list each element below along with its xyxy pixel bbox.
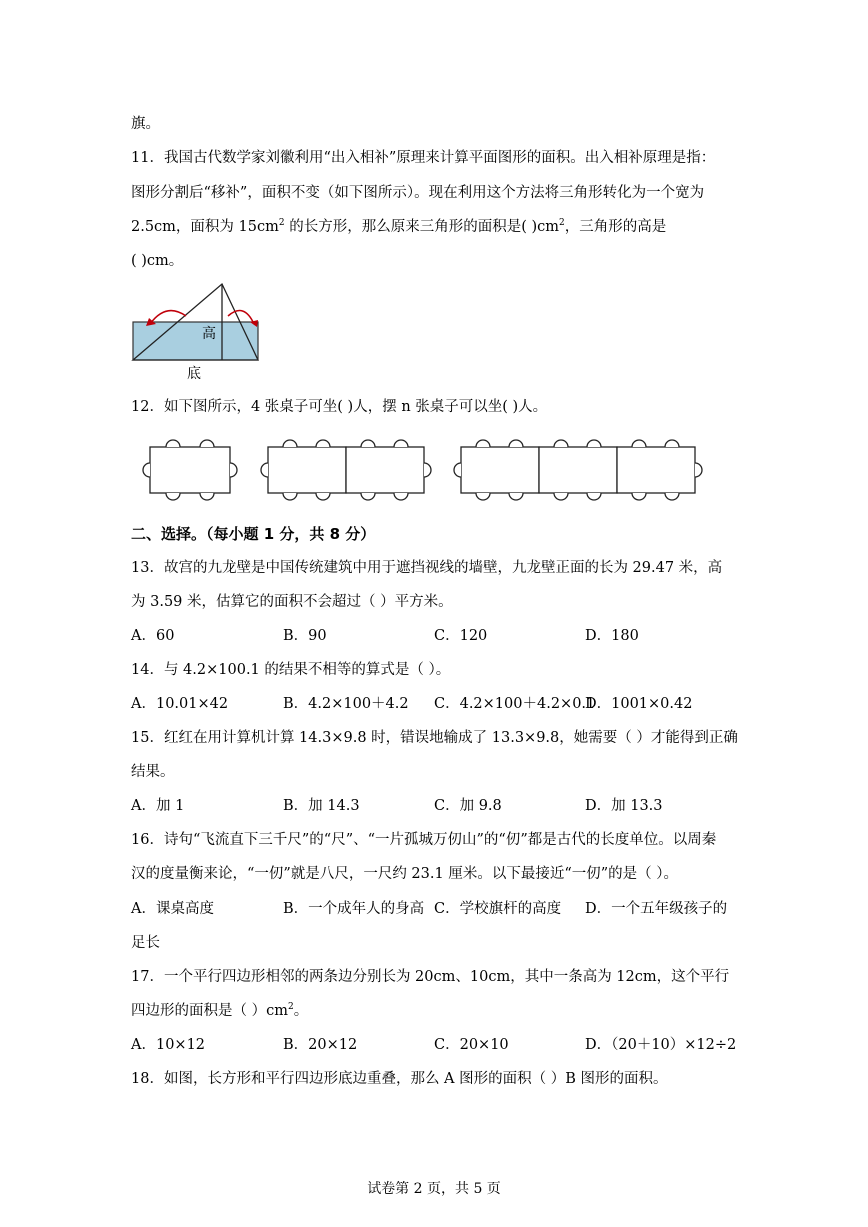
option-c: C．120 — [434, 628, 488, 644]
table-shape — [617, 447, 695, 493]
option-b: B．加 14.3 — [283, 798, 360, 814]
option-d: D．一个五年级孩子的 — [585, 901, 728, 917]
table-shape — [539, 447, 617, 493]
chair-shape — [554, 440, 568, 447]
option-d: D．加 13.3 — [585, 798, 663, 814]
chair-shape — [665, 440, 679, 447]
question-12: 12．如下图所示，4 张桌子可坐( )人，摆 n 张桌子可以坐( )人。 — [131, 399, 548, 415]
chair-shape — [261, 463, 268, 477]
text: 。 — [293, 1003, 309, 1019]
text: 四边形的面积是（ ）cm — [131, 1003, 288, 1019]
question-16-line-1: 16．诗句“飞流直下三千尺”的“尺”、“一片孤城万仞山”的“仞”都是古代的长度单位。以周秦 — [131, 832, 717, 848]
option-d: D．1001×0.42 — [585, 696, 693, 712]
chair-shape — [695, 463, 702, 477]
question-14: 14．与 4.2×100.1 的结果不相等的算式是（ ）。 — [131, 662, 451, 678]
option-b: B．4.2×100＋4.2 — [283, 696, 409, 712]
page-footer: 试卷第 2 页，共 5 页 — [367, 1181, 501, 1197]
option-a: A．加 1 — [131, 798, 185, 814]
chair-shape — [166, 440, 180, 447]
superscript: 2 — [559, 218, 565, 228]
option-c: C．4.2×100＋4.2×0.1 — [434, 696, 596, 712]
option-a: A．10.01×42 — [131, 696, 229, 712]
chair-shape — [316, 493, 330, 500]
chair-shape — [316, 440, 330, 447]
chair-shape — [143, 463, 150, 477]
question-18: 18．如图，长方形和平行四边形底边重叠，那么 A 图形的面积（ ）B 图形的面积。 — [131, 1071, 668, 1087]
chair-shape — [200, 493, 214, 500]
tables-figure — [136, 432, 716, 504]
chair-shape — [587, 440, 601, 447]
question-16-line-2: 汉的度量衡来论，“一仞”就是八尺，一尺约 23.1 厘米。以下最接近“一仞”的是（ ）。 — [131, 866, 679, 882]
chair-shape — [424, 463, 431, 477]
chair-shape — [361, 440, 375, 447]
superscript: 2 — [278, 218, 285, 228]
table-shape — [346, 447, 424, 493]
chair-shape — [476, 440, 490, 447]
question-15-line-1: 15．红红在用计算机计算 14.3×9.8 时，错误地输成了 13.3×9.8，她需要（ ）才能得到正确 — [131, 730, 738, 746]
table-shape — [150, 447, 230, 493]
table-shape — [461, 447, 539, 493]
chair-shape — [587, 493, 601, 500]
question-11-line-2: 图形分割后“移补”，面积不变（如下图所示）。现在利用这个方法将三角形转化为一个宽为 — [131, 185, 705, 201]
rectangle-shape — [133, 322, 258, 360]
chair-shape — [230, 463, 237, 477]
question-16-line-3: 足长 — [131, 935, 160, 951]
chair-shape — [283, 440, 297, 447]
question-11-line-1: 11．我国古代数学家刘徽利用“出入相补”原理来计算平面图形的面积。出入相补原理是指： — [131, 150, 716, 166]
option-d: D．180 — [585, 628, 639, 644]
chair-shape — [454, 463, 461, 477]
chair-shape — [394, 493, 408, 500]
option-a: A．课桌高度 — [131, 901, 214, 917]
chair-shape — [283, 493, 297, 500]
option-b: B．一个成年人的身高 — [283, 901, 425, 917]
chair-shape — [361, 493, 375, 500]
chair-shape — [665, 493, 679, 500]
base-label: 底 — [187, 366, 201, 382]
chair-shape — [200, 440, 214, 447]
option-b: B．90 — [283, 628, 327, 644]
option-a: A．60 — [131, 628, 175, 644]
option-c: C．学校旗杆的高度 — [434, 901, 562, 917]
chair-shape — [632, 440, 646, 447]
question-17-line-1: 17．一个平行四边形相邻的两条边分别长为 20cm、10cm，其中一条高为 12cm，这个平行 — [131, 969, 730, 985]
chair-shape — [509, 493, 523, 500]
chair-shape — [554, 493, 568, 500]
chair-shape — [476, 493, 490, 500]
text: 2.5cm，面积为 15cm — [131, 219, 279, 235]
option-c: C．20×10 — [434, 1037, 509, 1053]
question-13-line-2: 为 3.59 米，估算它的面积不会超过（ ）平方米。 — [131, 594, 453, 610]
option-c: C．加 9.8 — [434, 798, 502, 814]
chair-shape — [509, 440, 523, 447]
text: 的长方形，那么原来三角形的面积是( )cm — [284, 219, 560, 235]
question-11-line-4: ( )cm。 — [131, 253, 184, 269]
question-13-line-1: 13．故宫的九龙壁是中国传统建筑中用于遮挡视线的墙壁，九龙壁正面的长为 29.47 米，高 — [131, 560, 723, 576]
question-17-line-2 — [131, 1001, 308, 1021]
table-shape — [268, 447, 346, 493]
question-11-line-3 — [131, 217, 666, 237]
height-label: 高 — [202, 326, 216, 342]
option-d: D．（20＋10）×12÷2 — [585, 1037, 737, 1053]
chair-shape — [394, 440, 408, 447]
text-line: 旗。 — [131, 116, 160, 132]
superscript: 2 — [287, 1002, 294, 1012]
chair-shape — [632, 493, 646, 500]
option-a: A．10×12 — [131, 1037, 206, 1053]
text: ，三角形的高是 — [564, 219, 667, 235]
question-15-line-2: 结果。 — [131, 764, 175, 780]
chair-shape — [166, 493, 180, 500]
option-b: B．20×12 — [283, 1037, 358, 1053]
section-heading: 二、选择。（每小题 1 分，共 8 分） — [131, 525, 376, 543]
